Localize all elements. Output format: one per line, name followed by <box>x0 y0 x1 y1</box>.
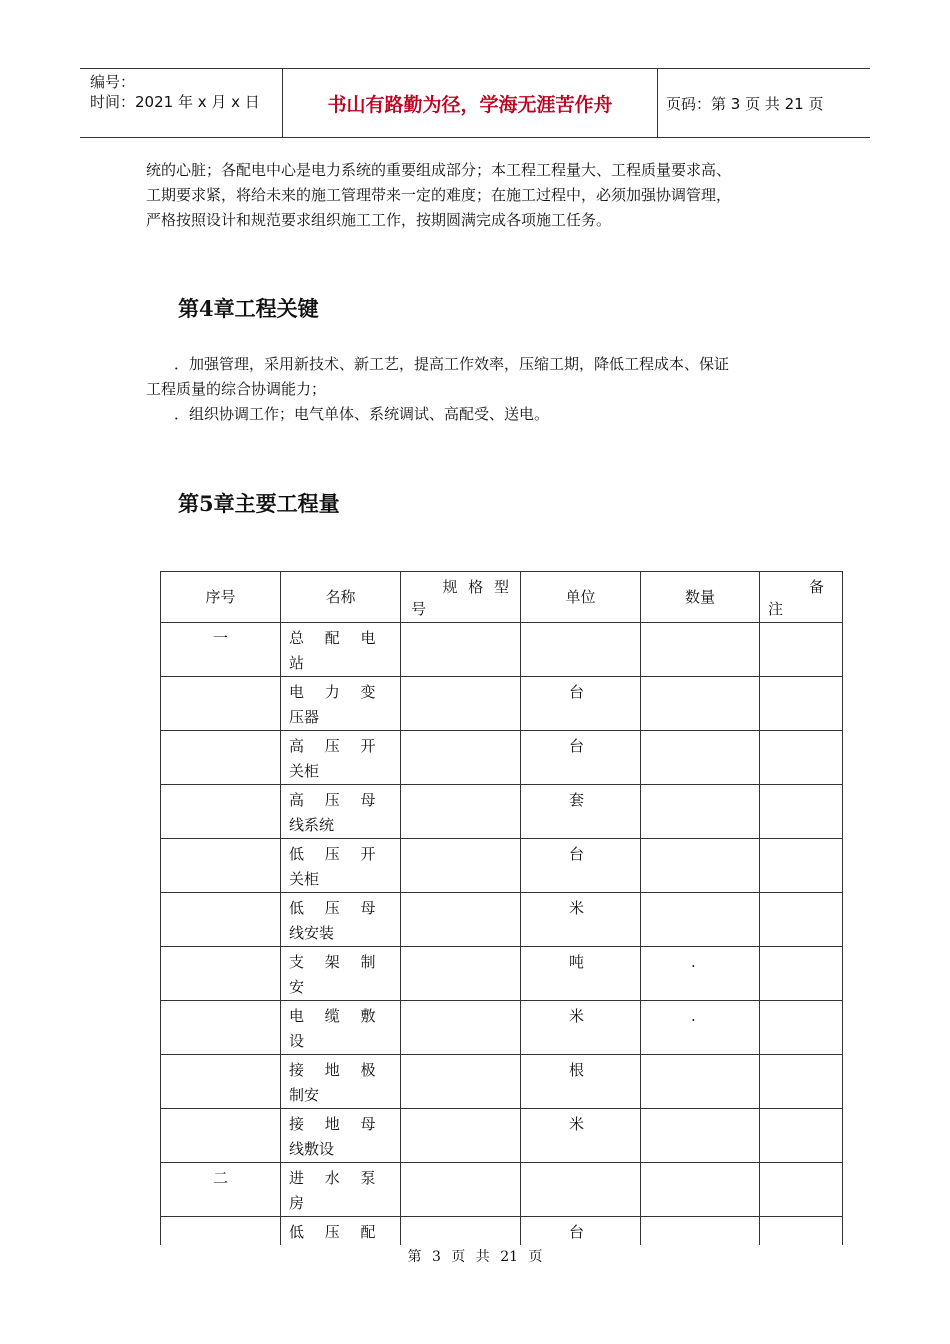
name-line1: 低 压 母 <box>289 899 384 917</box>
cell-note <box>760 1109 843 1163</box>
cell-qty <box>641 1001 760 1055</box>
cell-qty <box>641 839 760 893</box>
unit-text: 套 <box>569 791 585 809</box>
header-meta <box>80 69 282 137</box>
table-row <box>161 677 843 731</box>
cell-seq <box>161 893 281 947</box>
cell-qty <box>641 731 760 785</box>
cell-name <box>281 947 401 1001</box>
cell-name <box>281 677 401 731</box>
name-line2: 制安 <box>289 1086 320 1104</box>
qty-text: . <box>691 953 696 971</box>
name-line1: 支 架 制 <box>289 953 384 971</box>
qty-text: . <box>691 1007 696 1025</box>
qty-text <box>641 1163 759 1169</box>
intro-line: 工期要求紧，将给未来的施工管理带来一定的难度；在施工过程中，必须加强协调管理， <box>146 186 732 204</box>
seq-text <box>161 947 280 950</box>
seq-text <box>161 677 280 680</box>
unit-text: 台 <box>569 1223 585 1241</box>
cell-name <box>281 1217 401 1246</box>
cell-note <box>760 1217 843 1246</box>
quantities-table <box>160 571 843 1245</box>
qty-text <box>641 623 759 629</box>
unit-text: 米 <box>569 1115 585 1133</box>
name-line1: 总 配 电 <box>289 629 384 647</box>
cell-name <box>281 1055 401 1109</box>
table-row <box>161 839 843 893</box>
name-line2: 站 <box>289 654 305 672</box>
header-note-line2: 注 <box>768 600 784 618</box>
cell-name <box>281 785 401 839</box>
intro-line: 统的心脏；各配电中心是电力系统的重要组成部分；本工程工程量大、工程质量要求高、 <box>146 161 732 179</box>
cell-qty <box>641 677 760 731</box>
seq-text: 一 <box>212 629 228 647</box>
cell-spec <box>401 1001 521 1055</box>
name-line1: 进 水 泵 <box>289 1169 384 1187</box>
name-line2: 线敷设 <box>289 1140 335 1158</box>
unit-text: 米 <box>569 899 585 917</box>
cell-qty <box>641 785 760 839</box>
table-row <box>161 623 843 677</box>
intro-line: 严格按照设计和规范要求组织施工工作，按期圆满完成各项施工任务。 <box>146 211 612 229</box>
table-row <box>161 1163 843 1217</box>
cell-name <box>281 893 401 947</box>
table-row <box>161 893 843 947</box>
intro-paragraph <box>146 158 816 233</box>
cell-seq <box>161 947 281 1001</box>
header-spec <box>401 572 521 623</box>
cell-note <box>760 893 843 947</box>
name-line2: 压器 <box>289 708 320 726</box>
header-spec-line2: 号 <box>411 600 427 618</box>
seq-text <box>161 1109 280 1112</box>
unit-text <box>521 1163 640 1166</box>
cell-seq <box>161 1163 281 1217</box>
cell-spec <box>401 623 521 677</box>
unit-text <box>521 623 640 626</box>
cell-note <box>760 623 843 677</box>
cell-spec <box>401 785 521 839</box>
qty-text <box>641 893 759 899</box>
cell-note <box>760 1001 843 1055</box>
page-header <box>80 68 870 138</box>
table-row <box>161 731 843 785</box>
cell-unit <box>521 731 641 785</box>
cell-spec <box>401 677 521 731</box>
cell-note <box>760 1055 843 1109</box>
table-row <box>161 1109 843 1163</box>
cell-unit <box>521 623 641 677</box>
cell-qty <box>641 1217 760 1246</box>
cell-spec <box>401 1217 521 1246</box>
chapter4-line: 工程质量的综合协调能力； <box>146 380 327 398</box>
cell-note <box>760 785 843 839</box>
cell-note <box>760 947 843 1001</box>
cell-qty <box>641 947 760 1001</box>
seq-text: 二 <box>212 1169 228 1187</box>
cell-spec <box>401 1109 521 1163</box>
cell-spec <box>401 1163 521 1217</box>
name-line2: 关柜 <box>289 762 320 780</box>
cell-unit <box>521 893 641 947</box>
table-row <box>161 1055 843 1109</box>
unit-text: 台 <box>569 845 585 863</box>
cell-unit <box>521 1001 641 1055</box>
qty-text <box>641 1055 759 1061</box>
name-line1: 电 力 变 <box>289 683 384 701</box>
qty-text <box>641 839 759 845</box>
cell-seq <box>161 731 281 785</box>
seq-text <box>161 893 280 896</box>
cell-name <box>281 839 401 893</box>
seq-text <box>161 1217 280 1220</box>
cell-unit <box>521 839 641 893</box>
name-line2: 安 <box>289 978 305 996</box>
cell-qty <box>641 1055 760 1109</box>
unit-text: 台 <box>569 737 585 755</box>
table-row <box>161 785 843 839</box>
cell-spec <box>401 893 521 947</box>
cell-spec <box>401 947 521 1001</box>
cell-spec <box>401 839 521 893</box>
page-footer: 第 3 页 共 21 页 <box>407 1249 543 1265</box>
cell-seq <box>161 839 281 893</box>
header-note-line1: 备 <box>808 578 824 596</box>
cell-seq <box>161 1001 281 1055</box>
header-qty: 数量 <box>641 572 760 623</box>
name-line1: 电 缆 敷 <box>289 1007 384 1025</box>
cell-seq <box>161 785 281 839</box>
qty-text <box>641 731 759 737</box>
header-seq: 序号 <box>161 572 281 623</box>
seq-text <box>161 731 280 734</box>
cell-name <box>281 1001 401 1055</box>
unit-text: 台 <box>569 683 585 701</box>
cell-unit <box>521 677 641 731</box>
table-row <box>161 947 843 1001</box>
cell-qty <box>641 893 760 947</box>
cell-name <box>281 1163 401 1217</box>
time-label: 时间：2021 年 x 月 x 日 <box>90 93 260 111</box>
chapter4-line: ．组织协调工作；电气单体、系统调试、高配受、送电。 <box>174 405 550 423</box>
seq-text <box>161 839 280 842</box>
name-line2: 线安装 <box>289 924 335 942</box>
chapter5-title: 第5章主要工程量 <box>178 491 340 516</box>
name-line1: 低 压 开 <box>289 845 384 863</box>
seq-text <box>161 1055 280 1058</box>
chapter4-body <box>146 352 816 427</box>
cell-name <box>281 1109 401 1163</box>
cell-unit <box>521 1055 641 1109</box>
unit-text: 米 <box>569 1007 585 1025</box>
cell-qty <box>641 1163 760 1217</box>
header-name: 名称 <box>281 572 401 623</box>
cell-qty <box>641 1109 760 1163</box>
cell-note <box>760 731 843 785</box>
cell-seq <box>161 677 281 731</box>
cell-seq <box>161 1217 281 1246</box>
table-header-row <box>161 572 843 623</box>
name-line1: 高 压 开 <box>289 737 384 755</box>
serial-label: 编号： <box>90 73 136 91</box>
header-page-info: 页码：第 3 页 共 21 页 <box>666 95 824 113</box>
cell-note <box>760 1163 843 1217</box>
name-line2: 线系统 <box>289 816 335 834</box>
cell-name <box>281 623 401 677</box>
qty-text <box>641 1109 759 1115</box>
name-line2: 房 <box>289 1194 305 1212</box>
name-line2: 关柜 <box>289 870 320 888</box>
cell-unit <box>521 785 641 839</box>
qty-text <box>641 785 759 791</box>
name-line1: 接 地 极 <box>289 1061 384 1079</box>
cell-unit <box>521 947 641 1001</box>
cell-seq <box>161 623 281 677</box>
chapter4-line: ．加强管理，采用新技术、新工艺，提高工作效率，压缩工期，降低工程成本、保证 <box>174 355 730 373</box>
header-unit: 单位 <box>521 572 641 623</box>
cell-note <box>760 839 843 893</box>
header-note <box>760 572 843 623</box>
header-motto: 书山有路勤为径，学海无涯苦作舟 <box>282 69 658 137</box>
cell-seq <box>161 1055 281 1109</box>
cell-seq <box>161 1109 281 1163</box>
cell-name <box>281 731 401 785</box>
name-line1: 高 压 母 <box>289 791 384 809</box>
chapter4-title: 第4章工程关键 <box>178 296 319 321</box>
cell-unit <box>521 1109 641 1163</box>
seq-text <box>161 1001 280 1004</box>
cell-unit <box>521 1217 641 1246</box>
cell-spec <box>401 1055 521 1109</box>
table-row <box>161 1001 843 1055</box>
qty-text <box>641 677 759 683</box>
name-line1: 接 地 母 <box>289 1115 384 1133</box>
seq-text <box>161 785 280 788</box>
unit-text: 根 <box>569 1061 585 1079</box>
cell-note <box>760 677 843 731</box>
cell-spec <box>401 731 521 785</box>
unit-text: 吨 <box>569 953 585 971</box>
cell-unit <box>521 1163 641 1217</box>
header-spec-line1: 规 格 型 <box>442 578 512 596</box>
name-line2: 设 <box>289 1032 305 1050</box>
cell-qty <box>641 623 760 677</box>
qty-text <box>641 1217 759 1223</box>
name-line1: 低 压 配 <box>289 1223 384 1241</box>
table-row <box>161 1217 843 1246</box>
